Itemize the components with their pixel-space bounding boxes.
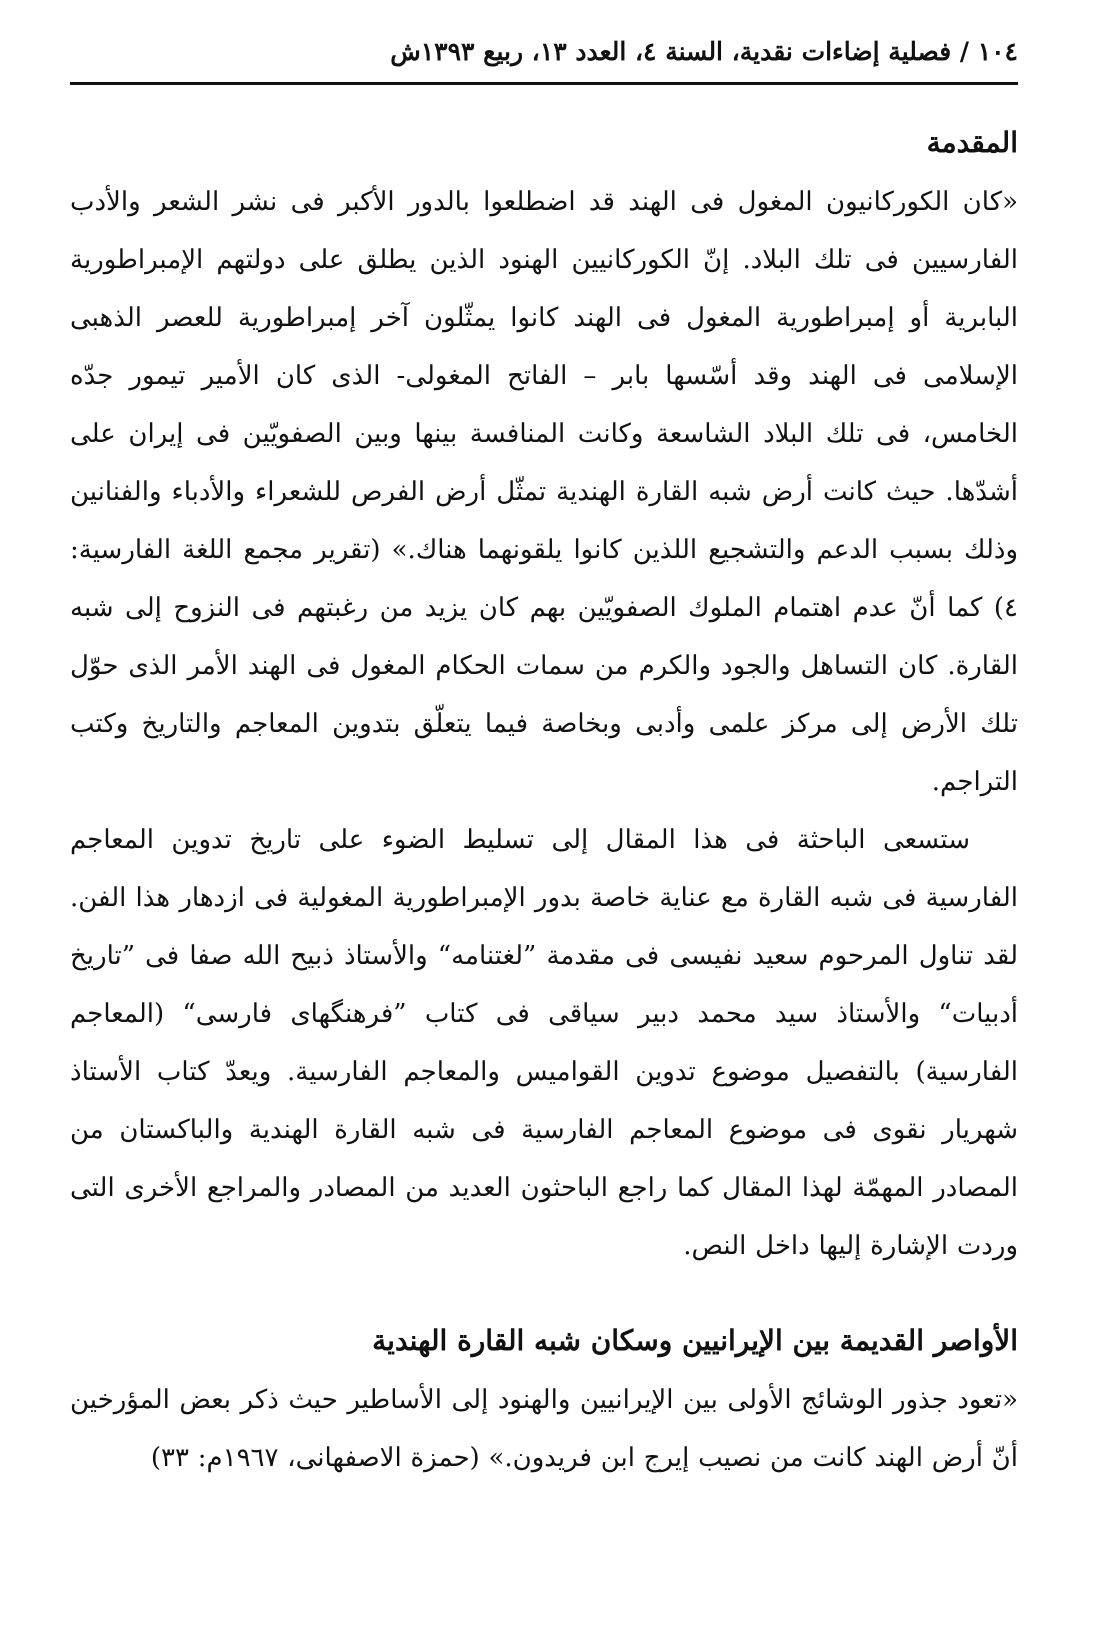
- section-heading-introduction: المقدمة: [926, 126, 1018, 159]
- document-page: [70, 0, 1018, 1645]
- paragraph: «كان الكوركانيون المغول فى الهند قد اضطلعوا بالدور الأكبر فى نشر الشعر والأدب الفارسيين فى تلك البلاد. إنّ الكوركانيين الهنود الذين يطلق على دولتهم الإمبراطورية البابرية أو إمبراطورية المغول فى الهند كانوا يمثّلون آخر إمبراطورية للعصر الذهبى الإسلامى فى الهند وقد أسّسها بابر – الفاتح المغولى- الذى كان الأمير تيمور جدّه الخامس، فى تلك البلاد الشاسعة وكانت المنافسة بينها وبين الصفويّين فى إيران على أشدّها. حيث كانت أرض شبه القارة الهندية تمثّل أرض الفرص للشعراء والأدباء والفنانين وذلك بسبب الدعم والتشجيع اللذين كانوا يلقونهما هناك.» (تقرير مجمع اللغة الفارسية: ٤) كما أنّ عدم اهتمام الملوك الصفويّين بهم كان يزيد من رغبتهم فى النزوح إلى شبه القارة. كان التساهل والجود والكرم من سمات الحكام المغول فى الهند الأمر الذى حوّل تلك الأرض إلى مركز علمى وأدبى وبخاصة فيما يتعلّق بتدوين المعاجم والتاريخ وكتب التراجم.: [70, 187, 1018, 797]
- paragraph: ستسعى الباحثة فى هذا المقال إلى تسليط الضوء على تاريخ تدوين المعاجم الفارسية فى شبه القارة مع عناية خاصة بدور الإمبراطورية المغولية فى ازدهار هذا الفن. لقد تناول المرحوم سعيد نفيسى فى مقدمة ”لغتنامه“ والأستاذ ذبيح الله صفا فى ”تاريخ أدبيات“ والأستاذ سيد محمد دبير سياقى فى كتاب ”فرهنگهاى فارسى“ (المعاجم الفارسية) بالتفصيل موضوع تدوين القواميس والمعاجم الفارسية. ويعدّ كتاب الأستاذ شهريار نقوى فى موضوع المعاجم الفارسية فى شبه القارة الهندية والباكستان من المصادر المهمّة لهذا المقال كما راجع الباحثون العديد من المصادر والمراجع الأخرى التى وردت الإشارة إليها داخل النص.: [70, 825, 1018, 1261]
- section-heading-ancient-ties: الأواصر القديمة بين الإيرانيين وسكان شبه القارة الهندية: [372, 1324, 1018, 1357]
- article-body: [70, 113, 1018, 1487]
- header-rule: [70, 82, 1018, 85]
- paragraph: «تعود جذور الوشائج الأولى بين الإيرانيين والهنود إلى الأساطير حيث ذكر بعض المؤرخين أنّ أرض الهند كانت من نصيب إيرج ابن فريدون.» (حمزة الاصفهانى، ١٩٦٧م: ٣٣): [70, 1385, 1018, 1473]
- running-header: ١٠٤ / فصلية إضاءات نقدية، السنة ٤، العدد ١٣، ربيع ١٣٩٣ش: [390, 37, 1018, 66]
